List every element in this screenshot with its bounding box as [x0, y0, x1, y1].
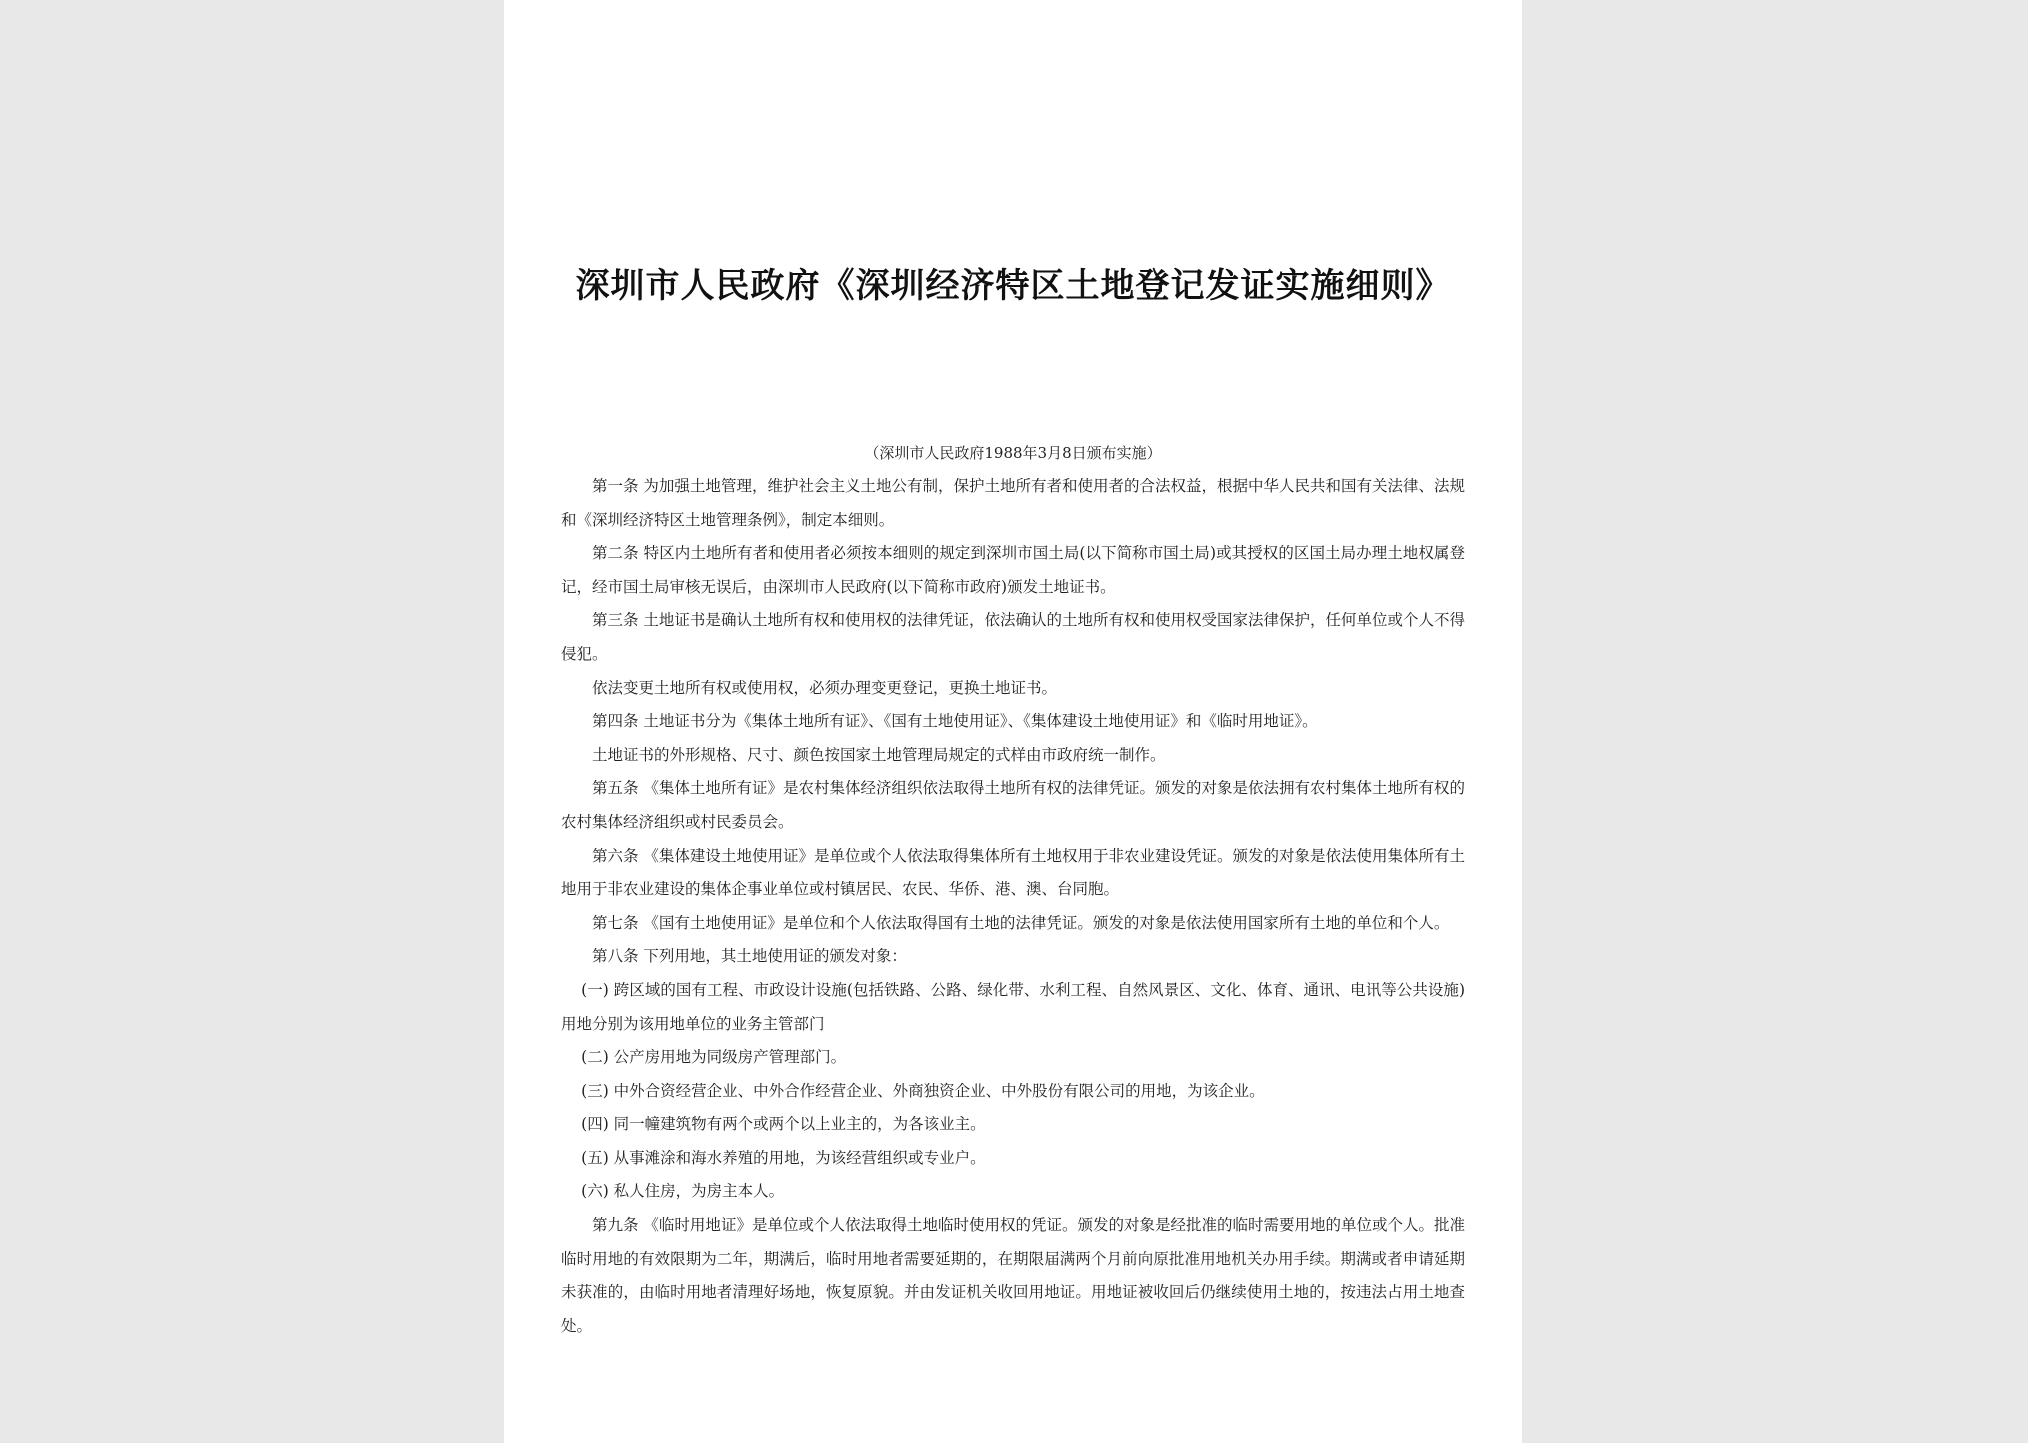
- paragraph-article-1: 第一条 为加强土地管理，维护社会主义土地公有制，保护土地所有者和使用者的合法权益，根据中华人民共和国有关法律、法规和《深圳经济特区土地管理条例》，制定本细则。: [561, 477, 1465, 529]
- paragraph-article-3: 第三条 土地证书是确认土地所有权和使用权的法律凭证，依法确认的土地所有权和使用权受国家法律保护，任何单位或个人不得侵犯。: [561, 611, 1465, 663]
- paragraph-article-9: 第九条 《临时用地证》是单位或个人依法取得土地临时使用权的凭证。颁发的对象是经批准的临时需要用地的单位或个人。批准临时用地的有效限期为二年，期满后，临时用地者需要延期的，在期限届满两个月前向原批准用地机关办用手续。期满或者申请延期未获准的，由临时用地者清理好场地，恢复原貌。并由发证机关收回用地证。用地证被收回后仍继续使用土地的，按违法占用土地查处。: [561, 1216, 1465, 1335]
- document-title: 深圳市人民政府《深圳经济特区土地登记发证实施细则》: [575, 266, 1451, 306]
- paragraph-article-3-note: 依法变更土地所有权或使用权，必须办理变更登记，更换土地证书。: [592, 678, 1058, 697]
- paragraph-article-2: 第二条 特区内土地所有者和使用者必须按本细则的规定到深圳市国土局(以下简称市国土局)或其授权的区国土局办理土地权属登记，经市国土局审核无误后，由深圳市人民政府(以下简称市政府)颁发土地证书。: [561, 544, 1465, 596]
- document-body: [561, 438, 1465, 1343]
- paragraph-item-1: (一) 跨区域的国有工程、市政设计设施(包括铁路、公路、绿化带、水利工程、自然风景区、文化、体育、通讯、电讯等公共设施)用地分别为该用地单位的业务主管部门: [561, 980, 1465, 1033]
- paragraph-article-7: 第七条 《国有土地使用证》是单位和个人依法取得国有土地的法律凭证。颁发的对象是依法使用国家所有土地的单位和个人。: [592, 913, 1450, 932]
- document-subtitle: （深圳市人民政府1988年3月8日颁布实施）: [864, 444, 1162, 462]
- paragraph-item-3: (三) 中外合资经营企业、中外合作经营企业、外商独资企业、中外股份有限公司的用地，为该企业。: [581, 1081, 1265, 1100]
- document-page: [504, 0, 1522, 1443]
- paragraph-item-5: (五) 从事滩涂和海水养殖的用地，为该经营组织或专业户。: [581, 1148, 986, 1167]
- paragraph-article-6: 第六条 《集体建设土地使用证》是单位或个人依法取得集体所有土地权用于非农业建设凭证。颁发的对象是依法使用集体所有土地用于非农业建设的集体企事业单位或村镇居民、农民、华侨、港、澳、台同胞。: [561, 846, 1465, 899]
- paragraph-item-4: (四) 同一幢建筑物有两个或两个以上业主的，为各该业主。: [581, 1115, 986, 1134]
- paragraph-article-4-note: 土地证书的外形规格、尺寸、颜色按国家土地管理局规定的式样由市政府统一制作。: [592, 745, 1166, 764]
- paragraph-article-4: 第四条 土地证书分为《集体土地所有证》、《国有土地使用证》、《集体建设土地使用证》和《临时用地证》。: [592, 712, 1318, 731]
- paragraph-item-2: (二) 公产房用地为同级房产管理部门。: [581, 1048, 847, 1067]
- paragraph-article-5: 第五条 《集体土地所有证》是农村集体经济组织依法取得土地所有权的法律凭证。颁发的对象是依法拥有农村集体土地所有权的农村集体经济组织或村民委员会。: [561, 779, 1465, 831]
- paragraph-article-8: 第八条 下列用地，其土地使用证的颁发对象：: [592, 947, 907, 966]
- paragraph-item-6: (六) 私人住房，为房主本人。: [581, 1182, 785, 1201]
